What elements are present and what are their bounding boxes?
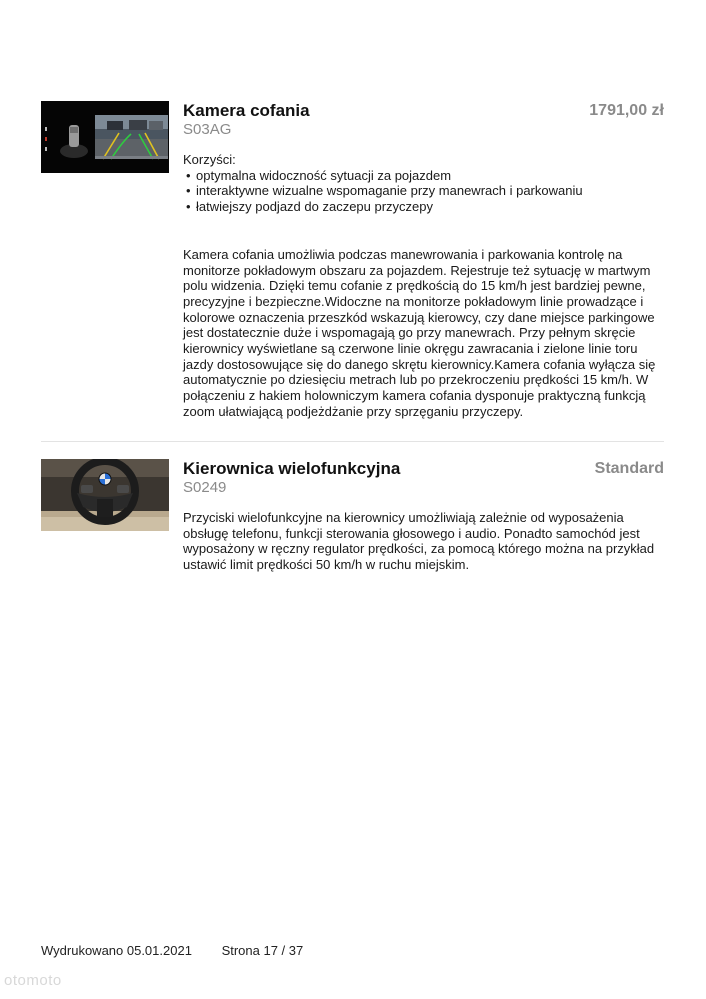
page-footer	[41, 943, 329, 958]
benefit-item: • optymalna widoczność sytuacji za pojazdem	[186, 168, 664, 184]
option-description: Przyciski wielofunkcyjne na kierownicy umożliwiają zależnie od wyposażenia obsługę telefonu, funkcji sterowania głosowego i audio. Ponadto samochód jest wyposażony w ręczny regulator prędkości, za pomocą którego można na przykład ustawić limit prędkości 50 km/h w ruchu miejskim.	[183, 510, 655, 573]
benefits-list	[183, 168, 664, 215]
option-title: Kierownica wielofunkcyjna	[183, 459, 401, 478]
option-price: 1791,00 zł	[589, 102, 664, 119]
benefit-item: • łatwiejszy podjazd do zaczepu przyczepy	[186, 199, 664, 215]
benefit-item: • interaktywne wizualne wspomaganie przy manewrach i parkowaniu	[186, 183, 664, 199]
page-number: Strona 17 / 37	[221, 943, 304, 958]
rear-camera-content	[183, 101, 664, 420]
option-code: S03AG	[183, 121, 232, 138]
option-item-rear-camera	[41, 101, 664, 431]
option-price: Standard	[594, 460, 664, 477]
rear-camera-image	[41, 101, 169, 173]
print-date: Wydrukowano 05.01.2021	[41, 943, 192, 958]
watermark-logo: otomoto	[4, 972, 62, 989]
benefits-label: Korzyści:	[183, 152, 236, 167]
option-title: Kamera cofania	[183, 101, 310, 120]
option-description: Kamera cofania umożliwia podczas manewrowania i parkowania kontrolę na monitorze pokładowym obszaru za pojazdem. Rejestruje też sytuację w martwym polu widzenia. Dzięki temu cofanie z prędkością do 15 km/h jest bardziej pewne, precyzyjne i bezpieczne.Widoczne na monitorze pokładowym linie prowadzące i kolorowe oznaczenia przeszkód wskazują kierowcy, czy dane miejsce parkingowe jest dostatecznie duże i wspomagają go przy manewrach. Przy pełnym skręcie kierownicy wyświetlane są czerwone linie okręgu zawracania i zielone linie toru jazdy dostosowujące się do danego skrętu kierownicy.Kamera cofania wyłącza się automatycznie po dziesięciu metrach lub po przekroczeniu prędkości 15 km/h. W połączeniu z hakiem holowniczym kamera cofania dysponuje praktyczną funkcją zoom ułatwiającą podjeżdżanie przy sprzęganiu przyczepy.	[183, 246, 656, 419]
option-code: S0249	[183, 479, 227, 496]
option-item-steering-wheel	[41, 459, 664, 579]
item-divider	[41, 441, 664, 442]
steering-wheel-image	[41, 459, 169, 531]
steering-wheel-content	[183, 459, 664, 573]
